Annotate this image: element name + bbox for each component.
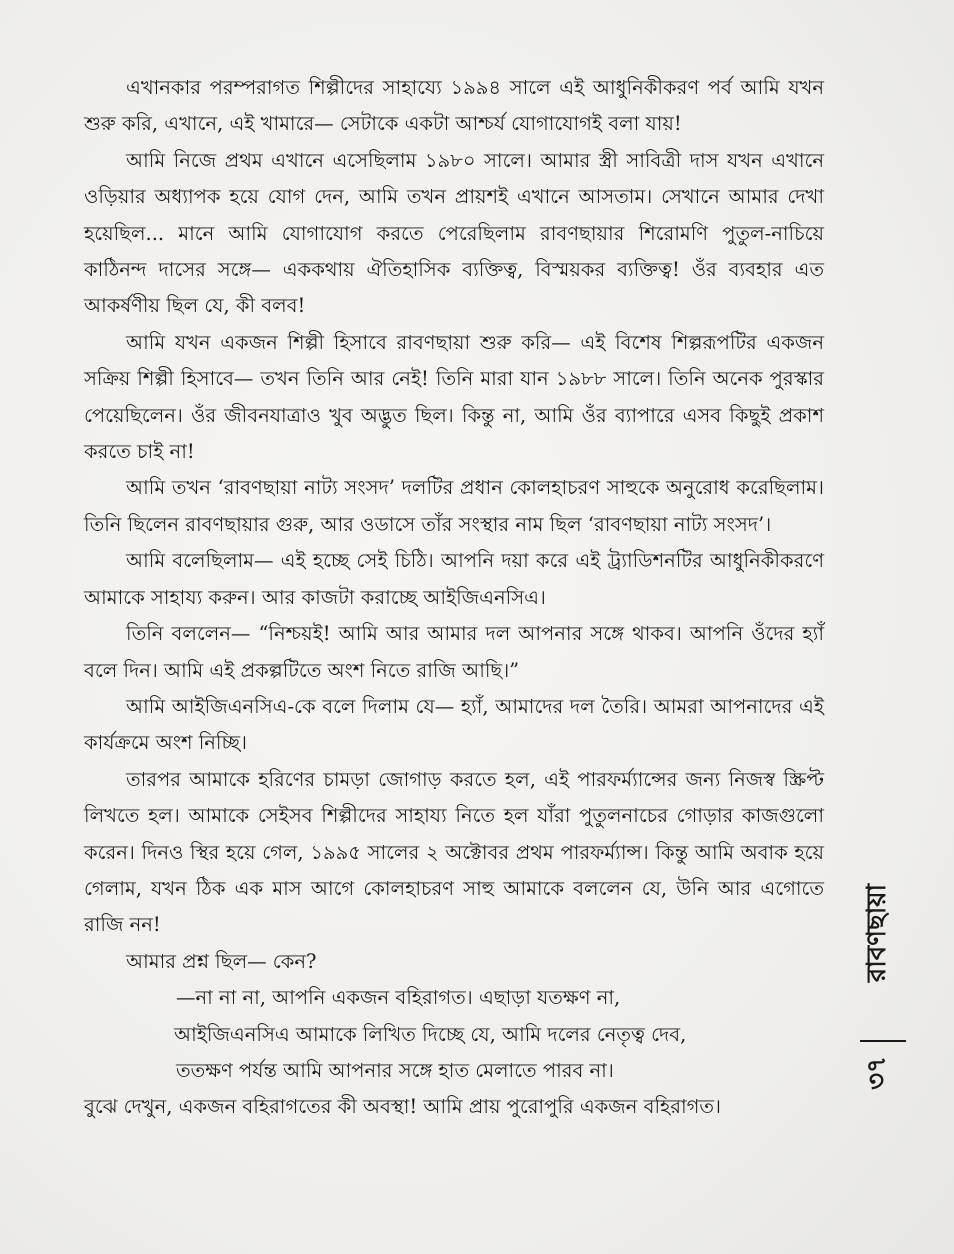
book-title: রাবণছায়া	[862, 883, 892, 982]
dialogue-line-2: আইজিএনসিএ আমাকে লিখিত দিচ্ছে যে, আমি দলের নেতৃত্ব দেব,	[174, 1022, 687, 1046]
paragraph-4: আমি তখন ‘রাবণছায়া নাট্য সংসদ’ দলটির প্রধান কোলহাচরণ সাহুকে অনুরোধ করেছিলাম। তিনি ছিলেন রাবণছায়ার গুরু, আর ওডাসে তাঁর সংস্থার নাম ছিল ‘রাবণছায়া নাট্য সংসদ’।	[84, 476, 824, 536]
paragraph-5: আমি বলেছিলাম— এই হচ্ছে সেই চিঠি। আপনি দয়া করে এই ট্র্যাডিশনটির আধুনিকীকরণে আমাকে সাহায্য করুন। আর কাজটা করাচ্ছে আইজিএনসিএ।	[84, 549, 824, 609]
running-title	[848, 835, 908, 1030]
page-number-box	[848, 1043, 908, 1103]
paragraph-3: আমি যখন একজন শিল্পী হিসাবে রাবণছায়া শুরু করি— এই বিশেষ শিল্পরূপটির একজন সক্রিয় শিল্পী হিসাবে— তখন তিনি আর নেই! তিনি মারা যান ১৯৮৮ সালে। তিনি অনেক পুরস্কার পেয়েছিলেন। ওঁর জীবনযাত্রাও খুব অদ্ভুত ছিল। কিন্তু না, আমি ওঁর ব্যাপারে এসব কিছুই প্রকাশ করতে চাই না!	[84, 330, 824, 464]
dialogue-line-1: —না না না, আপনি একজন বহিরাগত। এছাড়া যতক্ষণ না,	[176, 986, 621, 1010]
paragraph-6: তিনি বললেন— “নিশ্চয়ই! আমি আর আমার দল আপনার সঙ্গে থাকব। আপনি ওঁদের হ্যাঁ বলে দিন। আমি এই প্রকল্পটিতে অংশ নিতে রাজি আছি।”	[84, 622, 824, 682]
header-divider	[860, 1040, 906, 1042]
paragraph-8: তারপর আমাকে হরিণের চামড়া জোগাড় করতে হল, এই পারফর্ম্যান্সের জন্য নিজস্ব স্ক্রিপ্ট লিখতে হল। আমাকে সেইসব শিল্পীদের সাহায্য নিতে হল যাঁরা পুতুলনাচের গোড়ার কাজগুলো করেন। দিনও স্থির হয়ে গেল, ১৯৯৫ সালের ২ অক্টোবর প্রথম পারফর্ম্যান্স। কিন্তু আমি অবাক হয়ে গেলাম, যখন ঠিক এক মাস আগে কোলহাচরণ সাহু আমাকে বললেন যে, উনি আর এগোতে রাজি নন!	[84, 767, 824, 937]
paragraph-9: আমার প্রশ্ন ছিল— কেন?	[126, 949, 317, 973]
closing-paragraph: বুঝে দেখুন, একজন বহিরাগতের কী অবস্থা! আমি প্রায় পুরোপুরি একজন বহিরাগত।	[84, 1095, 722, 1119]
paragraph-7: আমি আইজিএনসিএ-কে বলে দিলাম যে— হ্যাঁ, আমাদের দল তৈরি। আমরা আপনাদের এই কার্যক্রমে অংশ নিচ্ছি।	[84, 694, 824, 755]
running-header	[848, 835, 908, 1095]
paragraph-1: এখানকার পরম্পরাগত শিল্পীদের সাহায্যে ১৯৯৪ সালে এই আধুনিকীকরণ পর্ব আমি যখন শুরু করি, এখানে, এই খামারে— সেটাকে একটা আশ্চর্য যোগাযোগই বলা যায়!	[84, 76, 824, 136]
page-number: ৩৭	[862, 1056, 892, 1090]
dialogue-line-3: ততক্ষণ পর্যন্ত আমি আপনার সঙ্গে হাত মেলাতে পারব না।	[176, 1058, 614, 1082]
body-text	[84, 70, 824, 1126]
paragraph-2: আমি নিজে প্রথম এখানে এসেছিলাম ১৯৮০ সালে। আমার স্ত্রী সাবিত্রী দাস যখন এখানে ওড়িয়ার অধ্যাপক হয়ে যোগ দেন, আমি তখন প্রায়শই এখানে আসতাম। সেখানে আমার দেখা হয়েছিল... মানে আমি যোগাযোগ করতে পেরেছিলাম রাবণছায়ার শিরোমণি পুতুল-নাচিয়ে কাঠিনন্দ দাসের সঙ্গে— এককথায় ঐতিহাসিক ব্যক্তিত্ব, বিস্ময়কর ব্যক্তিত্ব! ওঁর ব্যবহার এত আকর্ষণীয় ছিল যে, কী বলব!	[84, 148, 824, 318]
